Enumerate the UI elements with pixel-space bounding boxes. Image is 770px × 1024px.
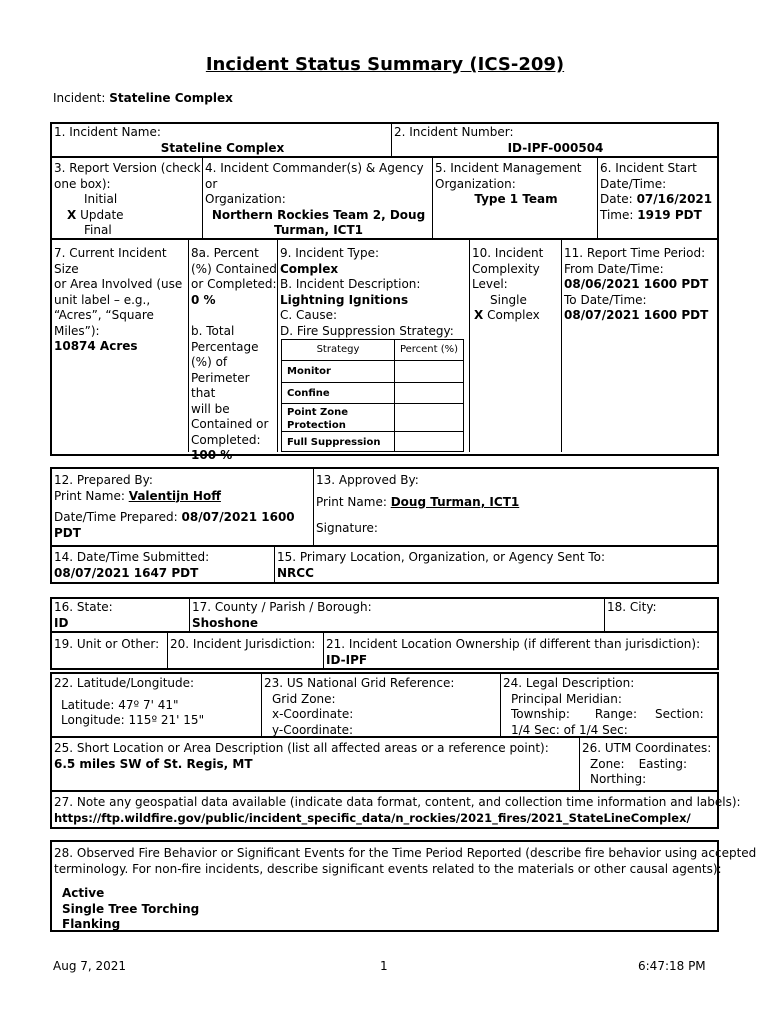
start-time-value: 1919 PDT — [637, 207, 702, 222]
percent-cell-full-suppression[interactable] — [394, 431, 463, 451]
state-value: ID — [54, 615, 69, 630]
percent-cell-confine[interactable] — [394, 382, 463, 403]
complexity-label-1: 10. Incident — [472, 246, 544, 260]
approved-print-label: Print Name: — [316, 494, 387, 509]
to-label: To Date/Time: — [564, 292, 647, 307]
strategy-label: D. Fire Suppression Strategy: — [280, 323, 454, 338]
page-title: Incident Status Summary (ICS-209) — [205, 54, 565, 75]
section-25-26 — [50, 738, 719, 792]
option-complex[interactable] — [472, 308, 561, 324]
field-unit — [54, 637, 166, 667]
incident-number-value: ID-IPF-000504 — [507, 140, 604, 155]
report-time-label: 11. Report Time Period: — [564, 246, 706, 260]
field-jurisdiction — [167, 633, 323, 668]
footer-time: 6:47:18 PM — [638, 959, 706, 973]
incident-label: Incident: — [53, 91, 106, 105]
utm-zone-row — [582, 757, 717, 773]
size-label-2: or Area Involved (use — [54, 277, 183, 291]
commander-label: 4. Incident Commander(s) & Agency or — [205, 161, 424, 191]
protection-label: Protection — [287, 420, 346, 431]
update-label: Update — [80, 207, 124, 222]
latitude-value: Latitude: 47º 7' 41" — [61, 697, 179, 712]
strategy-table — [281, 339, 464, 452]
option-initial[interactable]: Initial — [84, 192, 118, 206]
from-label: From Date/Time: — [564, 261, 664, 276]
strategy-row-confine: Confine — [282, 382, 394, 403]
management-org-label: 5. Incident Management — [435, 161, 582, 175]
field-county — [189, 599, 604, 631]
incident-value: Stateline Complex — [109, 91, 233, 105]
sent-to-value: NRCC — [277, 565, 314, 580]
field-report-time — [561, 240, 717, 452]
submitted-label: 14. Date/Time Submitted: — [54, 550, 210, 564]
field-date-submitted — [54, 550, 272, 582]
perimeter-label-1: b. Total — [191, 324, 235, 338]
approved-print — [316, 495, 717, 511]
field-incident-number — [391, 124, 717, 156]
field-incident-size — [54, 246, 188, 446]
report-version-label-2: one box): — [54, 176, 111, 191]
geospatial-label: 27. Note any geospatial data available (indicate data format, content, and collection time information and labels): — [54, 795, 741, 809]
cause-label: C. Cause: — [280, 308, 338, 322]
section-22-24 — [50, 672, 719, 738]
management-org-value: Type 1 Team — [474, 192, 558, 206]
commander-value-2: Turman, ICT1 — [273, 223, 363, 237]
fire-behavior-label-2: terminology. For non-fire incidents, describe significant events related to the materials or other causal agents): — [54, 861, 722, 876]
prepared-dt-value-2: PDT — [54, 525, 81, 540]
legal-meridian: Principal Meridian: — [511, 691, 622, 706]
from-value: 08/06/2021 1600 PDT — [564, 277, 709, 291]
start-time — [600, 208, 717, 224]
percent-value: 0 % — [191, 292, 216, 307]
incident-number-label: 2. Incident Number: — [394, 125, 514, 139]
size-label-5: Miles”): — [54, 323, 100, 338]
sent-to-label: 15. Primary Location, Organization, or Agency Sent To: — [277, 550, 606, 564]
size-label-4: “Acres”, “Square — [54, 308, 154, 322]
approved-print-value: Doug Turman, ICT1 — [390, 494, 520, 509]
strategy-col-header: Strategy — [316, 344, 360, 355]
prepared-print-value: Valentijn Hoff — [128, 488, 221, 503]
perimeter-label-6: Contained or — [191, 417, 269, 431]
strategy-row-monitor: Monitor — [282, 360, 394, 382]
footer-date: Aug 7, 2021 — [53, 959, 127, 973]
complex-label: Complex — [487, 308, 540, 322]
prepared-print-label: Print Name: — [54, 488, 125, 503]
prepared-datetime — [54, 510, 312, 526]
approved-by-label: 13. Approved By: — [316, 473, 419, 487]
jurisdiction-label: 20. Incident Jurisdiction: — [170, 637, 316, 651]
legal-township-row — [503, 707, 717, 723]
commander-value: Northern Rockies Team 2, Doug — [211, 207, 426, 222]
start-date-value: 07/16/2021 — [636, 192, 713, 206]
perimeter-label-5: will be — [191, 401, 230, 416]
field-lat-long — [54, 676, 260, 736]
field-incident-commander — [202, 158, 432, 238]
prepared-print — [54, 489, 312, 505]
legal-label: 24. Legal Description: — [503, 676, 635, 690]
legal-quarter: 1/4 Sec: of 1/4 Sec: — [511, 722, 628, 737]
section-28 — [50, 840, 757, 932]
percent-label-3: or Completed: — [191, 277, 277, 291]
percent-cell-monitor[interactable] — [394, 360, 463, 382]
complex-check-mark: X — [474, 308, 484, 322]
size-label-3: unit label – e.g., — [54, 292, 151, 307]
utm-label: 26. UTM Coordinates: — [582, 741, 712, 755]
perimeter-label-4: Perimeter that — [191, 370, 250, 400]
field-utm — [579, 738, 717, 790]
section-19-21 — [50, 633, 719, 670]
report-version-label: 3. Report Version (check — [54, 161, 201, 175]
section-14-15 — [50, 547, 719, 584]
utm-easting-label: Easting: — [638, 756, 688, 771]
section-label: Section: — [654, 707, 704, 721]
start-time-label: Time: — [600, 207, 634, 222]
description-value: Lightning Ignitions — [280, 292, 409, 307]
option-single[interactable]: Single — [490, 292, 527, 307]
behavior-item: Flanking — [62, 917, 121, 931]
section-1-2 — [50, 122, 719, 158]
management-org-label-2: Organization: — [435, 176, 516, 191]
section-3-6 — [50, 158, 719, 240]
section-7-11 — [50, 240, 719, 462]
behavior-item: Active — [62, 886, 105, 900]
range-label: Range: — [594, 707, 637, 721]
incident-name-label: 1. Incident Name: — [54, 125, 161, 139]
percent-label-2: (%) Contained — [191, 261, 277, 276]
strategy-row-full-suppression: Full Suppression — [282, 431, 394, 451]
complexity-label-2: Complexity — [472, 261, 540, 276]
ownership-value: ID-IPF — [326, 652, 368, 667]
state-label: 16. State: — [54, 600, 113, 614]
field-percent-contained — [188, 240, 277, 462]
option-final[interactable]: Final — [84, 223, 112, 237]
field-legal-description — [500, 674, 717, 736]
prepared-dt-value: 08/07/2021 1600 — [181, 510, 295, 524]
unit-label: 19. Unit or Other: — [54, 637, 160, 651]
geospatial-link[interactable]: https://ftp.wildfire.gov/public/incident_specific_data/n_rockies/2021_fires/2021_StateLineComplex/ — [54, 810, 691, 825]
field-incident-start — [597, 158, 717, 238]
option-update[interactable] — [54, 208, 202, 224]
field-state — [54, 600, 188, 632]
update-check-mark: X — [67, 207, 77, 222]
start-date-label: Date: — [600, 192, 633, 206]
field-fire-behavior — [54, 846, 757, 931]
grid-x: x-Coordinate: — [272, 707, 354, 721]
section-12-13 — [50, 467, 719, 547]
perimeter-label-7: Completed: — [191, 432, 261, 447]
field-city — [604, 599, 717, 631]
start-date — [600, 192, 717, 208]
perimeter-label-3: (%) of — [191, 355, 228, 369]
size-label-1: 7. Current Incident Size — [54, 246, 167, 276]
start-label: 6. Incident Start — [600, 161, 697, 175]
county-value: Shoshone — [192, 615, 259, 630]
county-label: 17. County / Parish / Borough: — [192, 600, 372, 614]
prepared-by-label: 12. Prepared By: — [54, 473, 153, 487]
utm-northing: Northing: — [590, 772, 647, 786]
percent-col-header: Percent (%) — [394, 340, 463, 360]
signature-label: Signature: — [316, 521, 378, 535]
utm-zone-label: Zone: — [590, 756, 625, 771]
field-report-version — [54, 161, 202, 237]
prepared-dt-label: Date/Time Prepared: — [54, 510, 178, 524]
type-value: Complex — [280, 261, 339, 276]
behavior-item: Single Tree Torching — [62, 901, 200, 916]
complexity-label-3: Level: — [472, 277, 508, 291]
size-value: 10874 Acres — [54, 339, 138, 353]
ownership-label: 21. Incident Location Ownership (if different than jurisdiction): — [326, 637, 701, 651]
type-label: 9. Incident Type: — [280, 246, 380, 260]
grid-label: 23. US National Grid Reference: — [264, 676, 455, 690]
incident-line — [53, 91, 233, 105]
grid-y: y-Coordinate: — [272, 722, 354, 737]
to-value: 08/07/2021 1600 PDT — [564, 308, 709, 322]
footer-page-number: 1 — [380, 959, 388, 973]
commander-label-2: Organization: — [205, 192, 286, 206]
short-location-label: 25. Short Location or Area Description (list all affected areas or a reference point): — [54, 741, 549, 755]
field-ownership — [323, 633, 717, 668]
submitted-value: 08/07/2021 1647 PDT — [54, 565, 199, 580]
longitude-value: Longitude: 115º 21' 15" — [61, 713, 205, 727]
section-16-18 — [50, 597, 719, 633]
percent-cell-point-zone[interactable] — [394, 403, 463, 431]
township-label: Township: — [511, 707, 570, 721]
field-complexity — [469, 240, 561, 452]
field-sent-to — [274, 547, 717, 582]
field-geospatial — [54, 795, 741, 827]
lat-long-label: 22. Latitude/Longitude: — [54, 676, 195, 690]
field-management-org — [432, 158, 597, 238]
field-incident-name — [54, 125, 391, 157]
percent-label-1: 8a. Percent — [191, 246, 259, 260]
field-grid-reference — [261, 674, 500, 736]
field-short-location — [54, 741, 578, 789]
field-prepared-by — [54, 473, 312, 545]
grid-zone: Grid Zone: — [272, 691, 336, 706]
short-location-value: 6.5 miles SW of St. Regis, MT — [54, 756, 253, 771]
incident-name-value: Stateline Complex — [160, 140, 285, 155]
description-label: B. Incident Description: — [280, 277, 421, 291]
city-label: 18. City: — [607, 600, 657, 614]
start-label-2: Date/Time: — [600, 176, 667, 191]
strategy-row-point-zone — [282, 403, 394, 431]
fire-behavior-label: 28. Observed Fire Behavior or Significant Events for the Time Period Reported (describe fire behavior using accepted — [54, 846, 757, 860]
perimeter-value: 100 % — [191, 448, 233, 462]
section-27 — [50, 792, 741, 829]
point-zone-label: Point Zone — [287, 407, 349, 418]
field-approved-by — [313, 469, 717, 545]
perimeter-label-2: Percentage — [191, 339, 259, 354]
